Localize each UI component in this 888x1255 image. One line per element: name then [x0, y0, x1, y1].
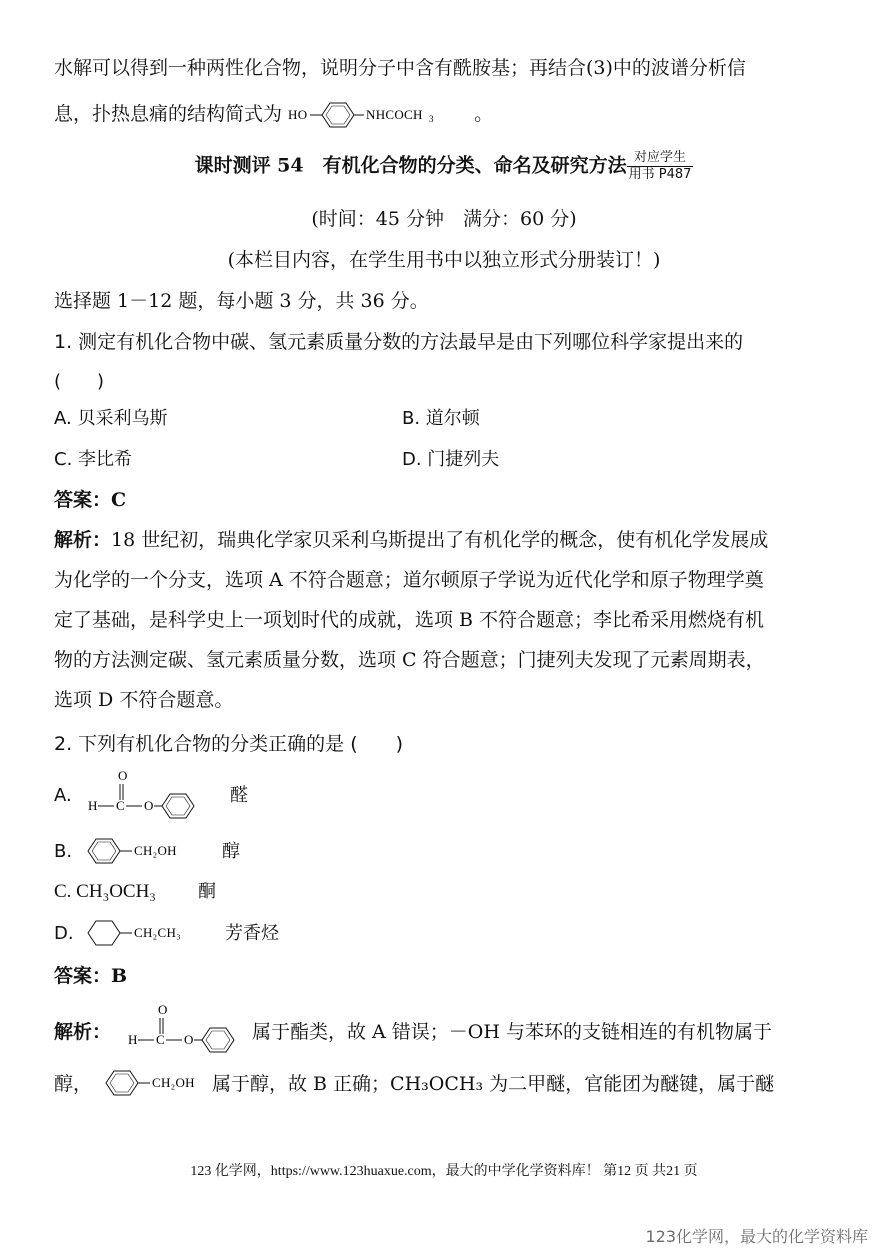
- d-group-text: CH₂CH₃: [134, 925, 181, 940]
- page-footer: 123 化学网，https://www.123huaxue.com，最大的中学化学资料库！ 第12 页 共21 页: [190, 1164, 698, 1179]
- q2-option-b-class: 醇: [222, 841, 240, 862]
- q2-answer-label: 答案：: [54, 965, 112, 987]
- q2-analysis-b-pre: 醇，: [54, 1073, 93, 1095]
- q1-stem: 1. 测定有机化合物中碳、氢元素质量分数的方法最早是由下列哪位科学家提出来的: [54, 331, 744, 353]
- lesson-ref-bottom: 用书 P487: [628, 167, 692, 182]
- q1-analysis-line-3: 定了基础，是科学史上一项划时代的成就，选项 B 不符合题意；李比希采用燃烧有机: [54, 609, 765, 631]
- q2-stem: 2. 下列有机化合物的分类正确的是 ( ): [54, 733, 404, 755]
- atom-h-2: H: [128, 1032, 138, 1047]
- q2-option-a-class: 醛: [230, 785, 248, 806]
- q1-analysis-line-4: 物的方法测定碳、氢元素质量分数，选项 C 符合题意；门捷列夫发现了元素周期表，: [54, 649, 765, 671]
- q2-option-c-label: C. CH₃OCH₃: [54, 881, 156, 902]
- q2-answer-value: B: [111, 965, 128, 987]
- phenyl-formate-structure: [86, 768, 216, 828]
- benzene-ring-icon: [322, 103, 354, 127]
- q2-analysis-text-b: 属于醇，故 B 正确；CH₃OCH₃ 为二甲醚，官能团为醚键，属于醚: [212, 1073, 775, 1095]
- atom-o-top: O: [118, 768, 128, 783]
- analysis-benzyl-alcohol: [104, 1068, 214, 1098]
- atom-o-top-2: O: [158, 1002, 168, 1017]
- cyclohexane-ring-icon: [88, 921, 120, 945]
- structure-ho: HO: [288, 107, 308, 122]
- intro-line-2: [54, 100, 834, 130]
- q2-option-d: D.: [54, 923, 74, 944]
- q2-answer: [54, 962, 834, 990]
- paracetamol-structure: [288, 100, 468, 130]
- lesson-ref-top: 对应学生: [627, 150, 694, 167]
- benzene-ring-icon: [88, 839, 120, 863]
- note-line: (本栏目内容，在学生用书中以独立形式分册装订！): [227, 249, 661, 271]
- watermark: 123化学网，最大的化学资料库: [645, 1227, 868, 1246]
- q2-option-b: B.: [54, 841, 73, 862]
- lesson-title: [0, 150, 888, 183]
- atom-o-2: O: [184, 1032, 194, 1047]
- q1-answer-value: C: [111, 489, 127, 511]
- q1-answer-label: 答案：: [54, 489, 112, 511]
- q1-analysis-label: 解析：: [54, 529, 112, 551]
- q1-analysis-line-2: 为化学的一个分支，选项 A 不符合题意；道尔顿原子学说为近代化学和原子物理学奠: [54, 569, 764, 591]
- intro-line-1: 水解可以得到一种两性化合物，说明分子中含有酰胺基；再结合(3)中的波谱分析信: [54, 57, 746, 79]
- q1-paren: ( ): [54, 371, 105, 392]
- atom-o: O: [144, 798, 154, 813]
- atom-h: H: [88, 798, 98, 813]
- q1-analysis-line-5: 选项 D 不符合题意。: [54, 689, 234, 711]
- benzene-ring-icon: [106, 1071, 138, 1095]
- q2-analysis-label: 解析：: [54, 1021, 112, 1043]
- q1-option-d: D. 门捷列夫: [402, 449, 500, 470]
- lesson-title-text: 课时测评 54 有机化合物的分类、命名及研究方法: [194, 154, 627, 177]
- intro-line-2-end: 。: [474, 103, 494, 125]
- q1-analysis-line-1: [54, 526, 834, 554]
- analysis-ester-structure: [126, 1000, 250, 1060]
- q2-analysis-text-a: 属于酯类，故 A 错误；－OH 与苯环的支链相连的有机物属于: [252, 1021, 772, 1043]
- structure-nhcoch: NHCOCH: [366, 107, 423, 122]
- time-line: (时间：45 分钟 满分：60 分): [311, 208, 577, 230]
- q1-option-b: B. 道尔顿: [402, 408, 480, 429]
- lesson-ref: [627, 150, 694, 183]
- benzene-ring-icon: [202, 1028, 234, 1052]
- benzyl-alcohol-structure: [86, 836, 206, 866]
- q2-option-d-class: 芳香烃: [225, 923, 279, 944]
- ethylcyclohexane-structure: [86, 918, 216, 948]
- q2-option-a-label: A.: [54, 785, 72, 806]
- q1-option-c: C. 李比希: [54, 449, 133, 470]
- q1-answer: [54, 486, 834, 514]
- b-group-text: CH₂OH: [134, 843, 177, 858]
- structure-sub: 3: [429, 114, 434, 124]
- q1-option-a: A. 贝采利乌斯: [54, 408, 168, 429]
- q2-option-c-class: 酮: [198, 881, 216, 902]
- analysis-b-group: CH₂OH: [152, 1075, 195, 1090]
- atom-c-2: C: [156, 1032, 165, 1047]
- benzene-ring-icon: [162, 794, 194, 818]
- instructions: 选择题 1－12 题，每小题 3 分，共 36 分。: [54, 290, 429, 312]
- atom-c: C: [116, 798, 125, 813]
- q1-analysis-text-1: 18 世纪初，瑞典化学家贝采利乌斯提出了有机化学的概念，使有机化学发展成: [111, 529, 769, 551]
- intro-line-2-text: 息，扑热息痛的结构简式为: [54, 103, 283, 125]
